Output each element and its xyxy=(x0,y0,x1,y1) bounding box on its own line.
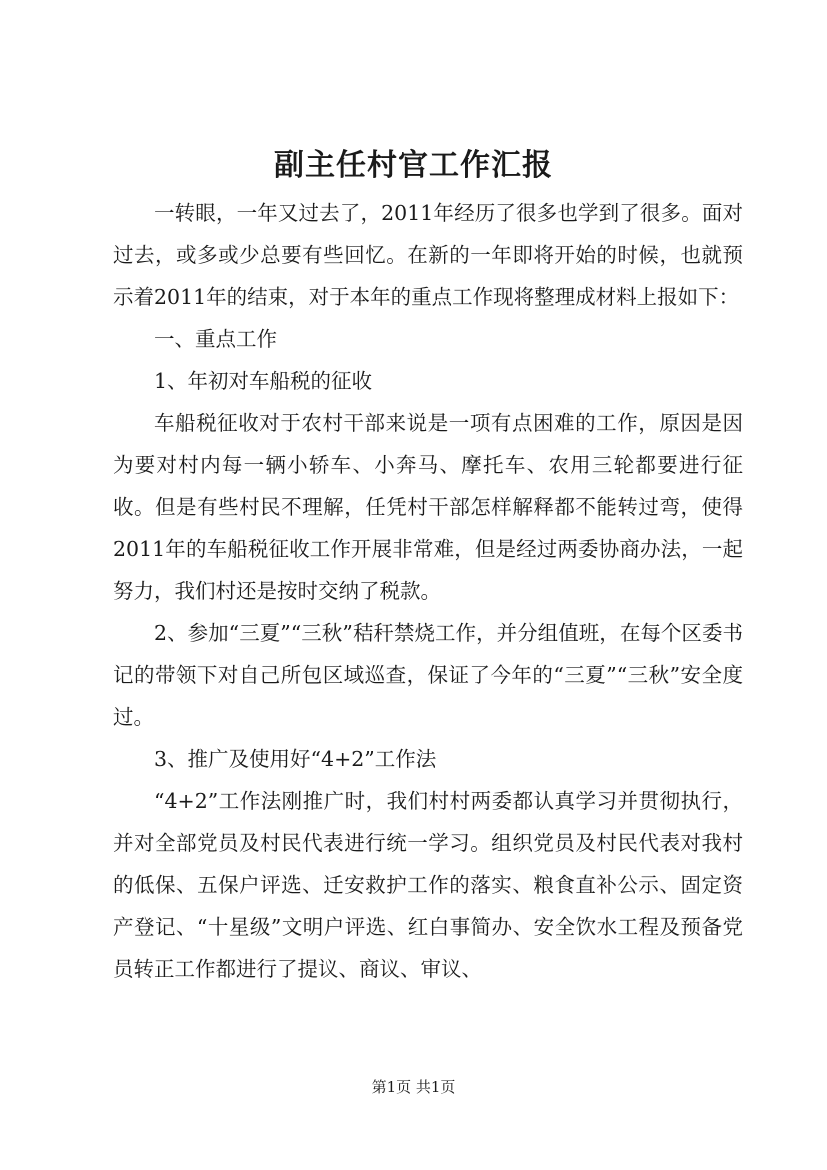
document-body xyxy=(113,192,743,990)
paragraph-vehicle-tax: 车船税征收对于农村干部来说是一项有点困难的工作，原因是因为要对村内每一辆小轿车、小奔马、摩托车、农用三轮都要进行征收。但是有些村民不理解，任凭村干部怎样解释都不能转过弯，使得2011年的车船税征收工作开展非常难，但是经过两委协商办法，一起努力，我们村还是按时交纳了税款。 xyxy=(113,411,743,603)
heading-item-3: 3、推广及使用好“4+2”工作法 xyxy=(154,747,437,771)
paragraph-intro: 一转眼，一年又过去了，2011年经历了很多也学到了很多。面对过去，或多或少总要有些回忆。在新的一年即将开始的时候，也就预示着2011年的结束，对于本年的重点工作现将整理成材料上报如下： xyxy=(113,201,743,309)
page-number-footer: 第1页 共1页 xyxy=(371,1078,456,1096)
paragraph-4plus2-method: “4+2”工作法刚推广时，我们村村两委都认真学习并贯彻执行，并对全部党员及村民代表进行统一学习。组织党员及村民代表对我村的低保、五保户评选、迁安救护工作的落实、粮食直补公示、固定资产登记、“十星级”文明户评选、红白事简办、安全饮水工程及预备党员转正工作都进行了提议、商议、审议、 xyxy=(113,789,743,981)
heading-key-work: 一、重点工作 xyxy=(154,327,277,351)
heading-item-1: 1、年初对车船税的征收 xyxy=(154,369,373,393)
document-title: 副主任村官工作汇报 xyxy=(274,148,553,183)
paragraph-straw-burning: 2、参加“三夏”“三秋”秸秆禁烧工作，并分组值班，在每个区委书记的带领下对自己所包区域巡查，保证了今年的“三夏”“三秋”安全度过。 xyxy=(113,621,743,729)
